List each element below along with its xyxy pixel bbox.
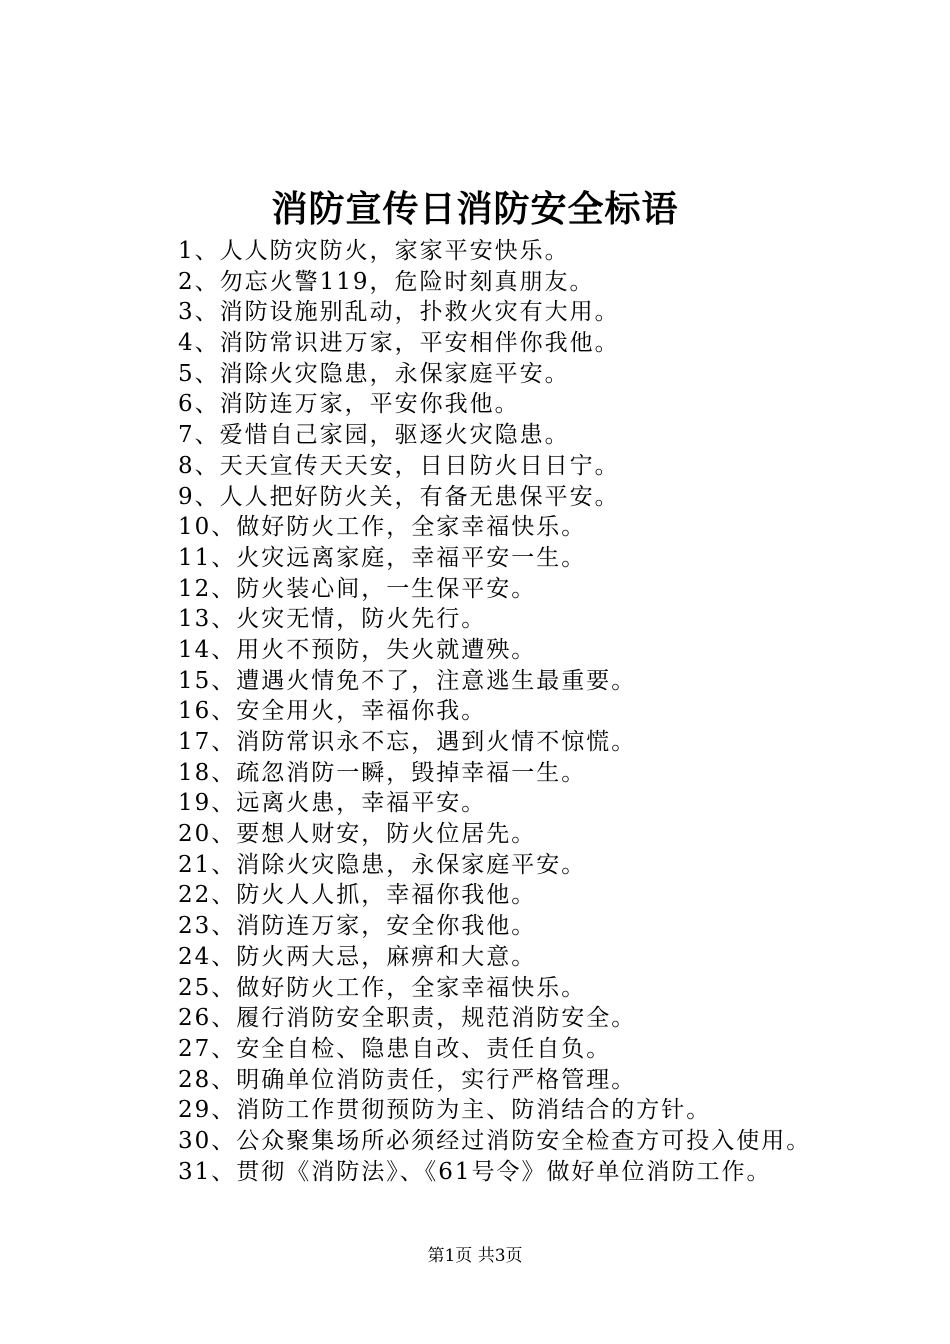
- slogan-item: 28、明确单位消防责任，实行严格管理。: [178, 1066, 637, 1093]
- slogan-item: 19、远离火患，幸福平安。: [178, 790, 487, 817]
- slogan-item: 23、消防连万家，安全你我他。: [178, 913, 537, 940]
- slogan-item: 3、消防设施别乱动，扑救火灾有大用。: [178, 299, 620, 326]
- slogan-item: 13、火灾无情，防火先行。: [178, 606, 487, 633]
- slogan-item: 30、公众聚集场所必须经过消防安全检查方可投入使用。: [178, 1127, 812, 1154]
- slogan-item: 26、履行消防安全职责，规范消防安全。: [178, 1005, 637, 1032]
- slogan-item: 11、火灾远离家庭，幸福平安一生。: [178, 544, 587, 571]
- slogan-item: 22、防火人人抓，幸福你我他。: [178, 882, 537, 909]
- slogan-item: 12、防火装心间，一生保平安。: [178, 575, 537, 602]
- slogan-item: 15、遭遇火情免不了，注意逃生最重要。: [178, 667, 637, 694]
- slogan-item: 4、消防常识进万家，平安相伴你我他。: [178, 330, 620, 357]
- slogan-item: 10、做好防火工作，全家幸福快乐。: [178, 514, 587, 541]
- slogan-item: 25、做好防火工作，全家幸福快乐。: [178, 974, 587, 1001]
- page-title: 消防宣传日消防安全标语: [271, 188, 679, 230]
- slogan-item: 7、爱惜自己家园，驱逐火灾隐患。: [178, 422, 570, 449]
- slogan-item: 5、消除火灾隐患，永保家庭平安。: [178, 360, 570, 387]
- slogan-item: 24、防火两大忌，麻痹和大意。: [178, 943, 537, 970]
- slogan-list: [178, 236, 811, 1187]
- page-footer: 第1页 共3页: [427, 1246, 523, 1266]
- slogan-item: 17、消防常识永不忘，遇到火情不惊慌。: [178, 729, 637, 755]
- slogan-item: 21、消除火灾隐患，永保家庭平安。: [178, 851, 587, 878]
- slogan-item: 14、用火不预防，失火就遭殃。: [178, 636, 537, 663]
- slogan-item: 2、勿忘火警119，危险时刻真朋友。: [178, 268, 595, 295]
- slogan-item: 18、疏忽消防一瞬，毁掉幸福一生。: [178, 759, 587, 786]
- slogan-item: 27、安全自检、隐患自改、责任自负。: [178, 1035, 612, 1062]
- slogan-item: 20、要想人财安，防火位居先。: [178, 821, 537, 848]
- slogan-item: 16、安全用火，幸福你我。: [178, 698, 487, 725]
- slogan-item: 31、贯彻《消防法》、《61号令》做好单位消防工作。: [178, 1158, 772, 1185]
- slogan-item: 8、天天宣传天天安，日日防火日日宁。: [178, 452, 620, 479]
- slogan-item: 9、人人把好防火关，有备无患保平安。: [178, 483, 620, 510]
- slogan-item: 6、消防连万家，平安你我他。: [178, 391, 520, 418]
- slogan-item: 1、人人防灾防火，家家平安快乐。: [178, 238, 570, 264]
- slogan-item: 29、消防工作贯彻预防为主、防消结合的方针。: [178, 1097, 712, 1124]
